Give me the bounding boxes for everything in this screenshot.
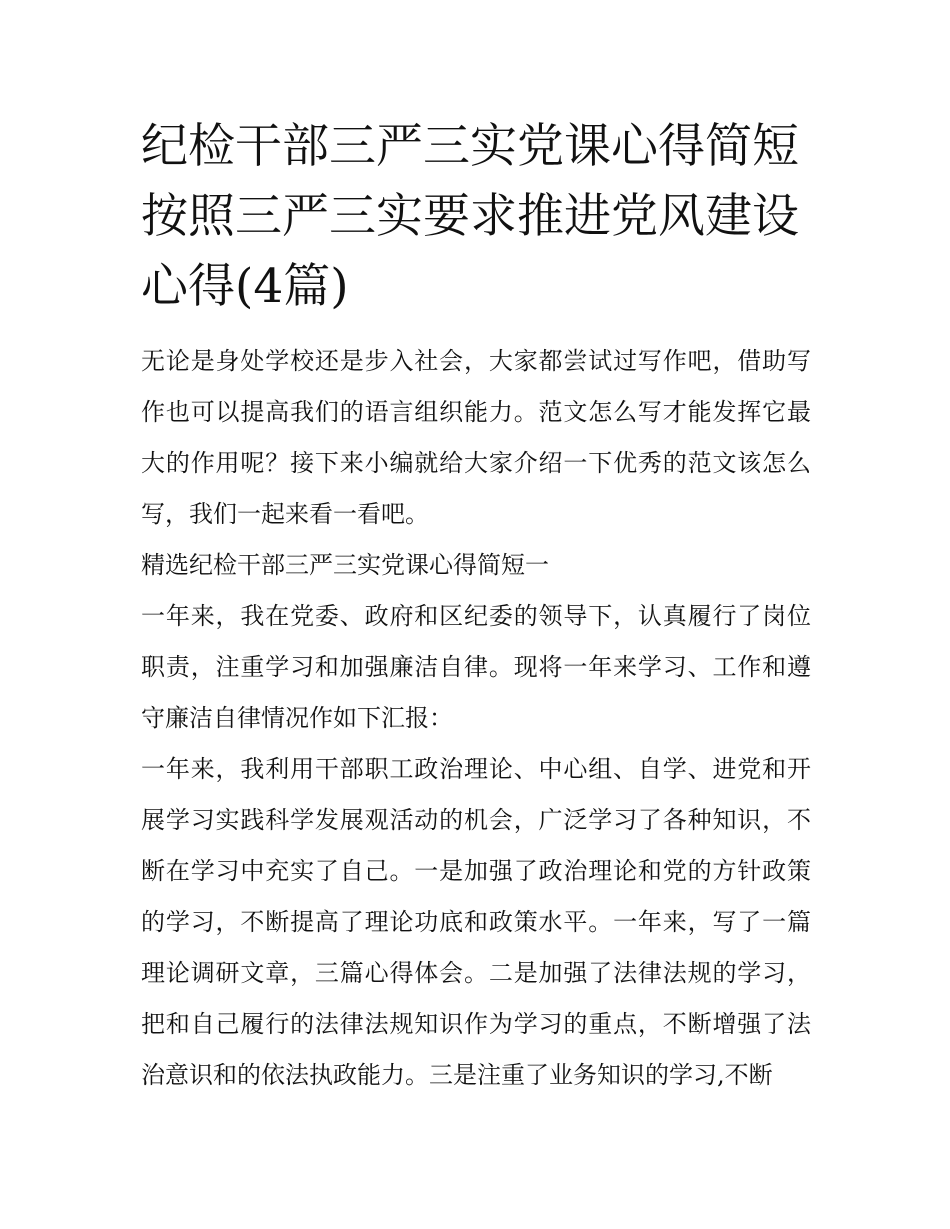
document-body: [141, 336, 811, 1101]
body-paragraph: 一年来，我在党委、政府和区纪委的领导下，认真履行了岗位职责，注重学习和加强廉洁自律。现将一年来学习、工作和遵守廉洁自律情况作如下汇报：: [141, 602, 811, 732]
intro-paragraph: 无论是身处学校还是步入社会，大家都尝试过写作吧，借助写作也可以提高我们的语言组织能力。范文怎么写才能发挥它最大的作用呢？接下来小编就给大家介绍一下优秀的范文该怎么写，我们一起来看一看吧。: [141, 347, 811, 528]
section-heading: 精选纪检干部三严三实党课心得简短一: [141, 551, 549, 579]
document-title: 纪检干部三严三实党课心得简短 按照三严三实要求推进党风建设心得(4篇): [141, 119, 799, 314]
body-paragraph: 一年来，我利用干部职工政治理论、中心组、自学、进党和开展学习实践科学发展观活动的机会，广泛学习了各种知识，不断在学习中充实了自己。一是加强了政治理论和党的方针政策的学习，不断提高了理论功底和政策水平。一年来，写了一篇理论调研文章，三篇心得体会。二是加强了法律法规的学习，把和自己履行的法律法规知识作为学习的重点，不断增强了法治意识和的依法执政能力。三是注重了业务知识的学习,不断: [141, 755, 811, 1089]
document-page: [141, 112, 811, 1101]
